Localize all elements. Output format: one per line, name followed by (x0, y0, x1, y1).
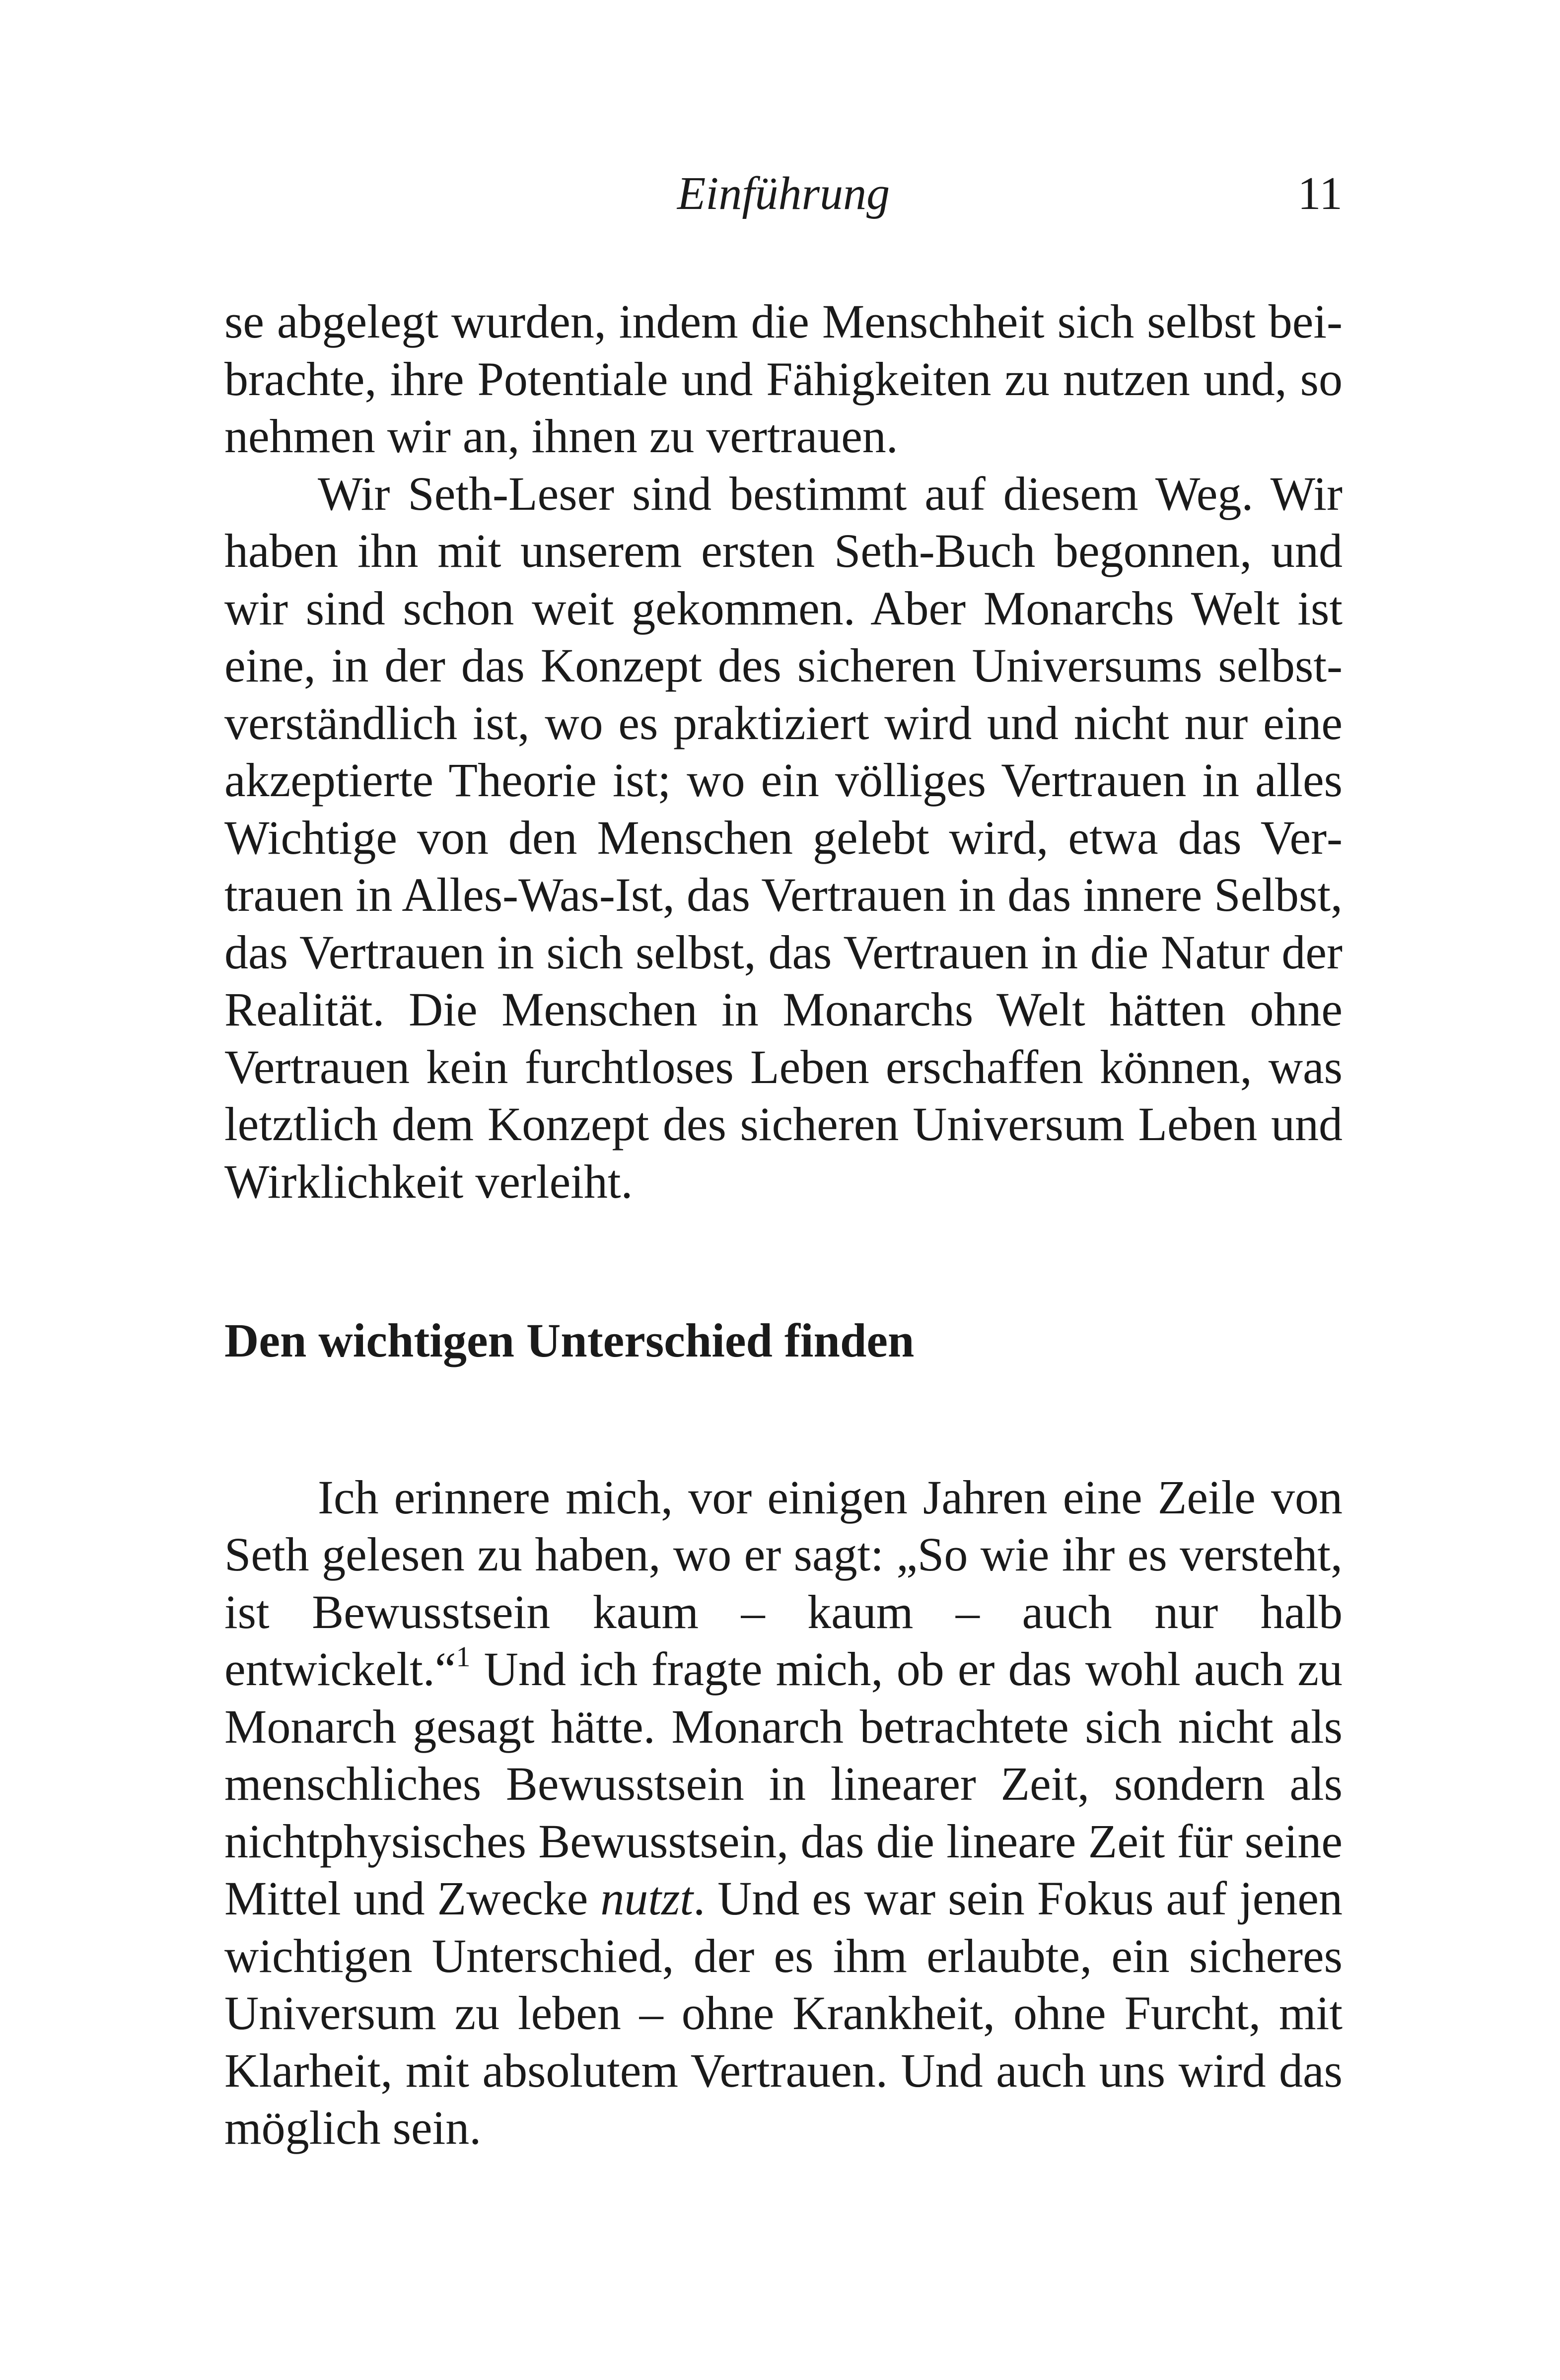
section-heading: Den wichtigen Unterschied finden (224, 1314, 915, 1367)
body-text (224, 293, 1343, 2157)
footnote-reference[interactable]: 1 (456, 1640, 471, 1673)
paragraph-text-part-2: Und ich fragte mich, ob er das wohl auch zu Monarch gesagt hätte. Monarch betrachtete sich nicht als menschliches Bewusstsein in linearer Zeit, sondern als nichtphysisches Bewusstsein, das die lineare Zeit für seine Mittel und Zwecke (224, 1642, 1343, 1925)
running-head (224, 164, 1343, 223)
paragraph-seth-readers: Wir Seth-Leser sind bestimmt auf diesem Weg. Wir haben ihn mit unserem ersten Seth-Buch begonnen, und wir sind schon weit gekommen. Aber Monarchs Welt ist eine, in der das Konzept des sicheren Universums selbstverständlich ist, wo es praktiziert wird und nicht nur eine akzeptierte Theorie ist; wo ein völliges Vertrauen in alles Wichtige von den Menschen gelebt wird, etwa das Vertrauen in Alles-Was-Ist, das Vertrauen in das innere Selbst, das Vertrauen in sich selbst, das Vertrauen in die Natur der Realität. Die Menschen in Monarchs Welt hätten ohne Vertrauen kein furchtloses Leben erschaffen können, was letztlich dem Konzept des sicheren Universum Leben und Wirklichkeit verleiht. (224, 467, 1343, 1208)
page-number: 11 (1297, 168, 1343, 219)
paragraph-text-part-3: . Und es war sein Fokus auf jenen wichtigen Unterschied, der es ihm erlaubte, ein sicheres Universum zu leben – ohne Krankheit, ohne Furcht, mit Klarheit, mit absolutem Vertrauen. Und auch uns wird das möglich sein. (224, 1872, 1343, 2154)
paragraph-continuation: se abgelegt wurden, indem die Menschheit sich selbst beibrachte, ihre Potentiale und Fähigkeiten zu nutzen und, so nehmen wir an, ihnen zu vertrauen. (224, 295, 1343, 463)
paragraph-text-part-1: Ich erinnere mich, vor einigen Jahren eine Zeile von Seth gelesen zu haben, wo er sagt: „So wie ihr es versteht, ist Bewusstsein kaum – kaum – auch nur halb entwickelt.“ (224, 1470, 1343, 1696)
paragraph-consciousness (224, 1469, 1343, 2157)
emphasized-word: nutzt (600, 1872, 694, 1925)
running-title: Einführung (677, 168, 890, 219)
